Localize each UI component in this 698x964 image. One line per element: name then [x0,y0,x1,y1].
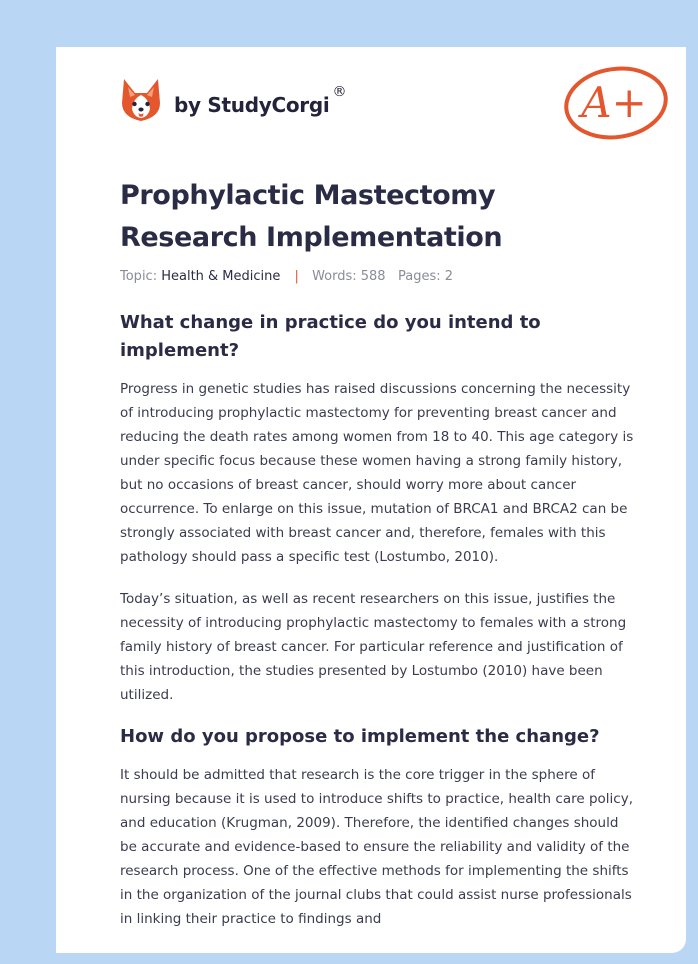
section-heading: What change in practice do you intend to implement? [120,312,541,361]
topic-link[interactable]: Health & Medicine [161,269,281,284]
page-count: Pages: 2 [397,269,454,284]
grade-badge-text: A+ [581,78,647,127]
document-meta [120,269,453,284]
document-body [120,309,634,949]
a-plus-grade-icon [560,59,670,143]
body-paragraph: Today’s situation, as well as recent researchers on this issue, justifies the necessity of introducing prophylactic mastectomy to females with a strong family history of breast cancer. For particular reference and justification of this introduction, the studies presented by Lostumbo (2010) have been utilized. [120,591,627,703]
page-header [120,75,646,145]
studycorgi-logo[interactable] [120,75,346,127]
document-title: Prophylactic Mastectomy Research Implementation [120,180,503,253]
registered-mark: ® [332,84,347,100]
section-heading: How do you propose to implement the change? [120,726,600,747]
document-page [56,47,686,953]
brand-name: by StudyCorgi [174,93,330,117]
body-paragraph: It should be admitted that research is the core trigger in the sphere of nursing because it is used to introduce shifts to practice, health care policy, and education (Krugman, 2009). Therefore, the identified changes should be accurate and evidence-based to ensure the reliability and validity of the research process. One of the effective methods for implementing the shifts in the organization of the journal clubs that could assist nurse professionals in linking their practice to findings and [120,767,633,927]
topic-label: Topic: [120,269,158,284]
body-paragraph: Progress in genetic studies has raised discussions concerning the necessity of introducing prophylactic mastectomy for preventing breast cancer and reducing the death rates among women from 18 to 40. This age category is under specific focus because these women having a strong family history, but no occasions of breast cancer, should worry more about cancer occurrence. To enlarge on this issue, mutation of BRCA1 and BRCA2 can be strongly associated with breast cancer and, therefore, females with this pathology should pass a specific test (Lostumbo, 2010). [120,381,634,565]
word-count: Words: 588 [312,269,386,284]
meta-separator: | [294,269,299,284]
corgi-icon [120,77,162,125]
